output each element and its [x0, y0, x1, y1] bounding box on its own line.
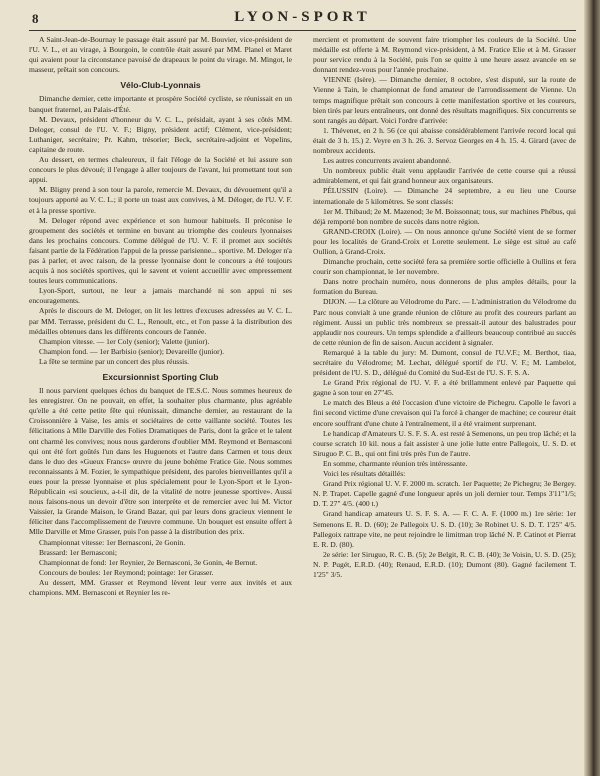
article-paragraph: Le handicap d'Amateurs U. S. F. S. A. est resté à Semenons, un peu trop lâché; et la course scratch 10 kil. nous a fait assister à une jolie lutte entre Pallegoix, U. S. D. et Siruguo P. C. B., qui ont fini très près l'un de l'autre.: [313, 428, 576, 458]
article-paragraph: Championnat vitesse: 1er Bernasconi, 2e Gonin.: [39, 537, 186, 547]
article-paragraph: En somme, charmante réunion très intéressante.: [323, 458, 468, 468]
article-paragraph: M. Devaux, président d'honneur du V. C. L., présidait, ayant à ses côtés MM. Deloger, consul de l'U. V. F.; Bigny, président actif; Clément, vice-président; Luthaniger, secrétaire; Pr. Kahm, trésorier; Beck, secrétaire-adjoint et Vopelins, capitaine de route.: [29, 114, 292, 154]
article-paragraph: Il nous parvient quelques échos du banquet de l'E.S.C. Nous sommes heureux de les enregistrer. On ne pouvait, en effet, la souhaiter plus charmante, plus agréable qu'elle a été cette petite fête qui réunissait, dimanche dernier, au restaurant de la Croissonnière à Vaise, les amis et sociétaires de cette vaillante société. Toutes les félicitations à Mlle Darville des Folies Dramatiques de Paris, dont la grâce et le talent ont charmé les convives; nous nous garderons d'oublier MM. Reymond et Bernasconi qui ont été fort goûtés l'un dans les Huguenots et l'autre dans Carmen et tous deux dans le duo des «Gueux Francs» œuvre du jeune bohème Fratice Gie. Nous sommes reconnaissants à M. Fozier, le sympathique président, des paroles bienveillantes qu'il a eues pour la presse lyonnaise et plus spécialement pour le Lyon-Sport et le Lyon-Républicain «si soucieux, a-t-il dit, de la vitalité de notre jeunesse sportive». Aussi nous faisons-nous un devoir d'être son interprète et de remercier avec lui M. Victor Vaissier, la Grande Maison, le Grand Bazar, qui par leurs dons gracieux viennent le féliciter dans l'accomplissement de l'œuvre commune. Un bouquet est ensuite offert à Mlle Darville et Mme Grasser, puis l'on passe à la distribution des prix.: [29, 386, 292, 537]
section-heading: Vélo-Club-Lyonnais: [120, 80, 201, 91]
masthead-title: LYON-SPORT: [234, 9, 371, 25]
section-heading: Excursionnist Sporting Club: [102, 372, 219, 382]
article-paragraph: GRAND-CROIX (Loire). — On nous annonce qu'une Société vient de se former pour les localités de Grand-Croix et Lorette seulement. Le siège est situé au café Oullion, à Grand-Croix.: [313, 226, 576, 256]
right-column: [313, 35, 576, 598]
article-paragraph: Le match des Bleus a été l'occasion d'une victoire de Pichegru. Capolle le favori a fini second victime d'une crevaison qui l'a forcé à changer de machine; ce coureur était encore souffrant d'une chute à l'entraînement, il a été vraiment surprenant.: [313, 398, 576, 428]
left-column: [29, 35, 292, 598]
article-paragraph: Championnat de fond: 1er Reynier, 2e Bernasconi, 3e Gonin, 4e Bernut.: [39, 557, 258, 567]
page-header: [29, 6, 576, 31]
page-number: 8: [32, 11, 39, 26]
article-paragraph: Un nombreux public était venu applaudir l'arrivée de cette course qui a réussi admirablement, et qui fait grand honneur aux organisateurs.: [313, 166, 576, 186]
binding-edge: [584, 0, 600, 776]
article-paragraph: Champion vitesse. — 1er Coly (senior); Valette (junior).: [39, 336, 210, 346]
article-paragraph: Dans notre prochain numéro, nous donnerons de plus amples détails, pour la formation du Bureau.: [313, 277, 576, 297]
article-paragraph: Au dessert, MM. Grasser et Reymond lèvent leur verre aux invités et aux champions. MM. Bernasconi et Reynier les re-: [29, 577, 292, 597]
article-paragraph: A Saint-Jean-de-Bournay le passage était assuré par M. Bouvier, vice-président de l'U. V. L., et au virage, à Bourgoin, le contrôle était assuré par MM. Planel et Maret qui avaient pour la circonstance pavoisé de drapeaux le point du virage. M. Mingot, le masseur, prêtait son concours.: [29, 35, 292, 75]
article-paragraph: M. Deloger répond avec expérience et son humour habituels. Il préconise le groupement des sociétés et termine en buvant au triomphe des couleurs lyonnaises dans les prochains concours. Comme délégué de l'U. V. F. il promet aux sociétés faisant partie de la Fédération l'appui de la presse parisienne... sportive. M. Deloger n'a pas à parler, et avec raison, de la presse lyonnaise dont le concours a été toujours acquis à nos sociétés sportives, qui le savent et voient accueillir avec empressement toutes leurs communications.: [29, 215, 292, 286]
article-paragraph: Brassard: 1er Bernasconi;: [39, 547, 117, 557]
article-paragraph: Après le discours de M. Deloger, on lit les lettres d'excuses adressées au V. C. L. par MM. Terrasse, président du C. L., Renoult, etc., et l'on passe à la distribution des médailles obtenues dans les différents concours de l'année.: [29, 306, 292, 336]
article-paragraph: DIJON. — La clôture au Vélodrome du Parc. — L'administration du Vélodrome du Parc nous convialt à une grande réunion de clôture au profit des coureurs parlant au régiment. Aussi un public très nombreux se pressait-il autour des balustrades pour applaudir nos coureurs. Un temps splendide a d'ailleurs beaucoup contribué au succès de cette réunion de fin de saison. Aucun accident à signaler.: [313, 297, 576, 347]
article-paragraph: Concours de boules: 1er Reymond; pointage: 1er Grasser.: [39, 567, 214, 577]
article-columns: [29, 35, 576, 598]
article-paragraph: La fête se termine par un concert des plus réussis.: [39, 356, 190, 366]
article-paragraph: PÉLUSSIN (Loire). — Dimanche 24 septembre, a eu lieu une Course internationale de 5 kilomètres. Se sont classés:: [313, 186, 576, 206]
article-paragraph: Dimanche dernier, cette importante et prospère Société cycliste, se réunissait en un banquet fraternel, au Palais-d'Été.: [29, 94, 292, 114]
article-paragraph: mercient et promettent de souvent faire triompher les couleurs de la Société. Une médaille est offerte à M. Reymond vice-président, à M. Fratice Elie et à M. Grasser pour service rendu à la Société, puis l'on se quitte à une heure assez avancée en se donnant rendez-vous pour l'année prochaine.: [313, 35, 576, 75]
article-paragraph: M. Bligny prend à son tour la parole, remercie M. Devaux, du dévouement qu'il a toujours apporté au V. C. L.; il porte un toast aux convives, à M. Déloger, de l'U. V. F. et à la presse sportive.: [29, 185, 292, 215]
article-paragraph: Champion fond. — 1er Barbisio (senior); Devareille (junior).: [39, 346, 225, 356]
article-paragraph: 1. Thévenet, en 2 h. 56 (ce qui abaisse considérablement l'arrivée record local qui était de 3 h. 15.) 2. Veyre en 3 h. 26. 3. Servoz Georges en 4 h. 15. 4. Girard (avec de nombreux accidents.: [313, 125, 576, 156]
article-paragraph: 1er M. Thibaud; 2e M. Mazenod; 3e M. Boissonnat; tous, sur machines Phébus, qui déjà remporté bon nombre de succès dans notre région.: [313, 206, 576, 226]
article-paragraph: Voici les résultats détaillés:: [323, 469, 406, 479]
article-paragraph: Remarqué à la table du jury: M. Dumont, consul de l'U.V.F.; M. Berthot, tiaa, secrétaire du Vélodrome; M. Lechat, délégué sportif de l'U. V. F.; M. Lambelot, président de l'U. S. D., délégué du Comité du Sud-Est de l'U. S. F. S. A.: [313, 347, 576, 378]
article-paragraph: Dimanche prochain, cette société fera sa première sortie officielle à Oullins et fera courir son championnat, le 1er novembre.: [313, 257, 576, 277]
article-paragraph: Au dessert, en termes chaleureux, il fait l'éloge de la Société et lui assure son concours le plus dévoué; il l'engage à aller toujours de l'avant, lui promettant tout son appui.: [29, 155, 292, 185]
article-paragraph: Les autres concurrents avaient abandonné.: [323, 156, 452, 166]
article-paragraph: Lyon-Sport, surtout, ne leur a jamais marchandé ni son appui ni ses encouragements.: [29, 286, 292, 306]
article-paragraph: Le Grand Prix régional de l'U. V. F. a été brillamment enlevé par Paquette qui gagne à son tour en 27"45.: [313, 378, 576, 398]
article-paragraph: Grand handicap amateurs U. S. F. S. A. — F. C. A. F. (1000 m.) 1re série: 1er Semenons E. R. D. (60); 2e Pallegoix U. S. D. (10); 3e Robinet U. S. D. T. 1'25" 4/5. Pallegoix rattrape vite, ne peut rejoindre le limitman trop lâché N. P. Catinot et Pierrat E. R. D. (80).: [313, 509, 576, 549]
article-paragraph: VIENNE (Isère). — Dimanche dernier, 8 octobre, s'est disputé, sur la route de Vienne à Tain, le championnat de fond amateur de l'arrondissement de Vienne. Un temps magnifique prêtait son concours à cette manifestation sportive et les coureurs, bien tirés par leurs entraîneurs, ont donné des résultats magnifiques. Six concurrents se sont rangés au départ. Voici l'ordre d'arrivée:: [313, 75, 576, 125]
article-paragraph: 2e série: 1er Siruguo, R. C. B. (5); 2e Belgit, R. C. B. (40); 3e Voisin, U. S. D. (25); N. P. Pugét, E.R.D. (40); Renaud, E.R.D. (10); Dumont (80). Gagné facilement T. 1'25" 3/5.: [313, 549, 576, 579]
article-paragraph: Grand Prix régional U. V. F. 2000 m. scratch. 1er Paquette; 2e Pichegru; 3e Bergey. N. P. Trapet. Capelle gagné d'une longueur après un joli dernier tour. Temps 3'11"1/5; D. T. 27" 4/5. (400 t.): [313, 479, 576, 509]
